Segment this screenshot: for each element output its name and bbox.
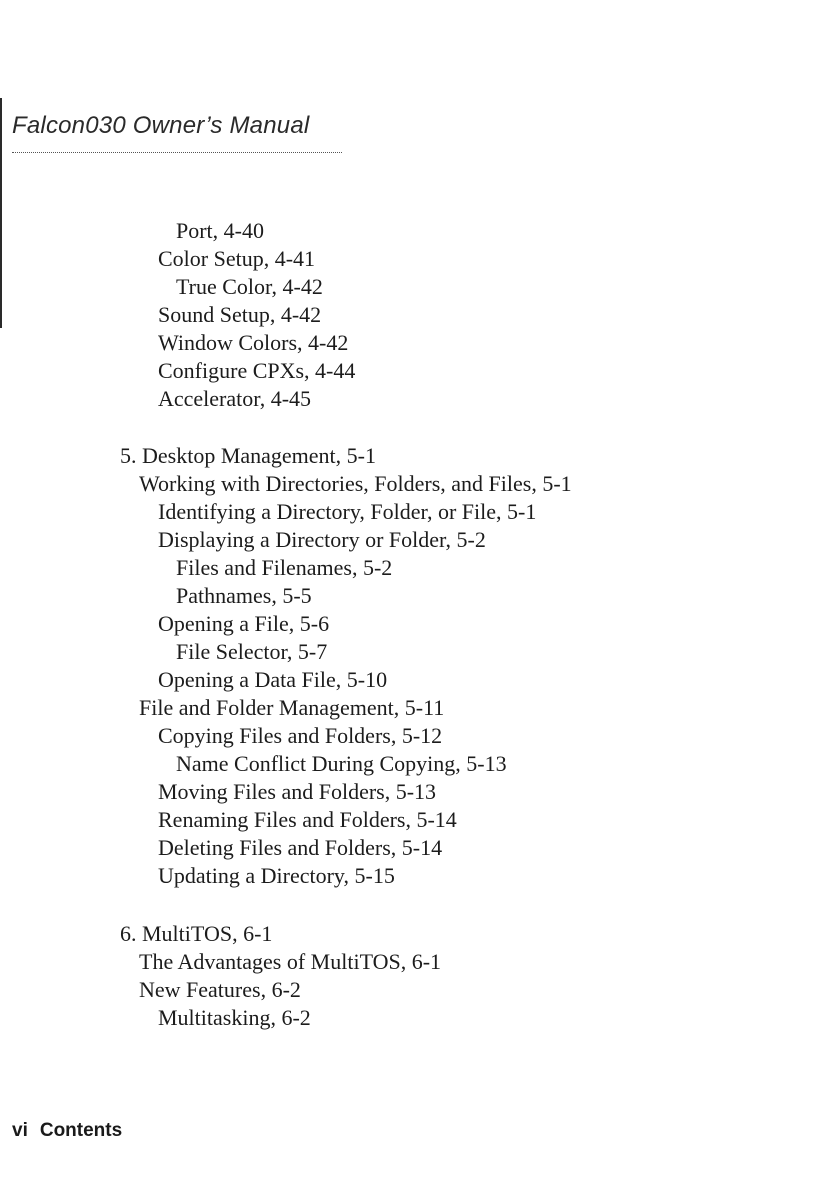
toc-chapter: 6. MultiTOS, 6-1 [120,921,273,946]
toc-entry: Window Colors, 4-42 [158,330,349,355]
running-head-title: Falcon030 Owner’s Manual [12,112,310,139]
toc-entry: Name Conflict During Copying, 5-13 [176,751,507,776]
toc-entry: Renaming Files and Folders, 5-14 [158,807,457,832]
toc-entry: Identifying a Directory, Folder, or File, 5-1 [158,499,537,524]
toc-entry: Opening a File, 5-6 [158,611,330,636]
toc-entry: Copying Files and Folders, 5-12 [158,723,443,748]
page-footer [12,1120,122,1142]
toc-entry: True Color, 4-42 [176,274,323,299]
toc-entry: Port, 4-40 [176,218,264,243]
toc-entry: Moving Files and Folders, 5-13 [158,779,437,804]
toc-entry: File and Folder Management, 5-11 [139,695,445,720]
toc-entry: Displaying a Directory or Folder, 5-2 [158,527,486,552]
toc-entry: New Features, 6-2 [139,977,301,1002]
page-number: vi [12,1120,28,1141]
toc-entry: Working with Directories, Folders, and Files, 5-1 [139,471,572,496]
toc-entry: Opening a Data File, 5-10 [158,667,388,692]
toc-entry: Color Setup, 4-41 [158,246,316,271]
toc-entry: Updating a Directory, 5-15 [158,863,395,888]
toc-entry: Multitasking, 6-2 [158,1005,311,1030]
toc-entry: Configure CPXs, 4-44 [158,358,356,383]
footer-section-label: Contents [39,1120,123,1141]
toc-chapter: 5. Desktop Management, 5-1 [120,443,376,468]
toc-entry: File Selector, 5-7 [176,639,328,664]
toc-entry: Pathnames, 5-5 [176,583,312,608]
toc-entry: Files and Filenames, 5-2 [176,555,393,580]
toc-entry: Deleting Files and Folders, 5-14 [158,835,443,860]
toc-entry: Accelerator, 4-45 [158,386,312,411]
toc-entry: Sound Setup, 4-42 [158,302,322,327]
toc-entry: The Advantages of MultiTOS, 6-1 [139,949,442,974]
